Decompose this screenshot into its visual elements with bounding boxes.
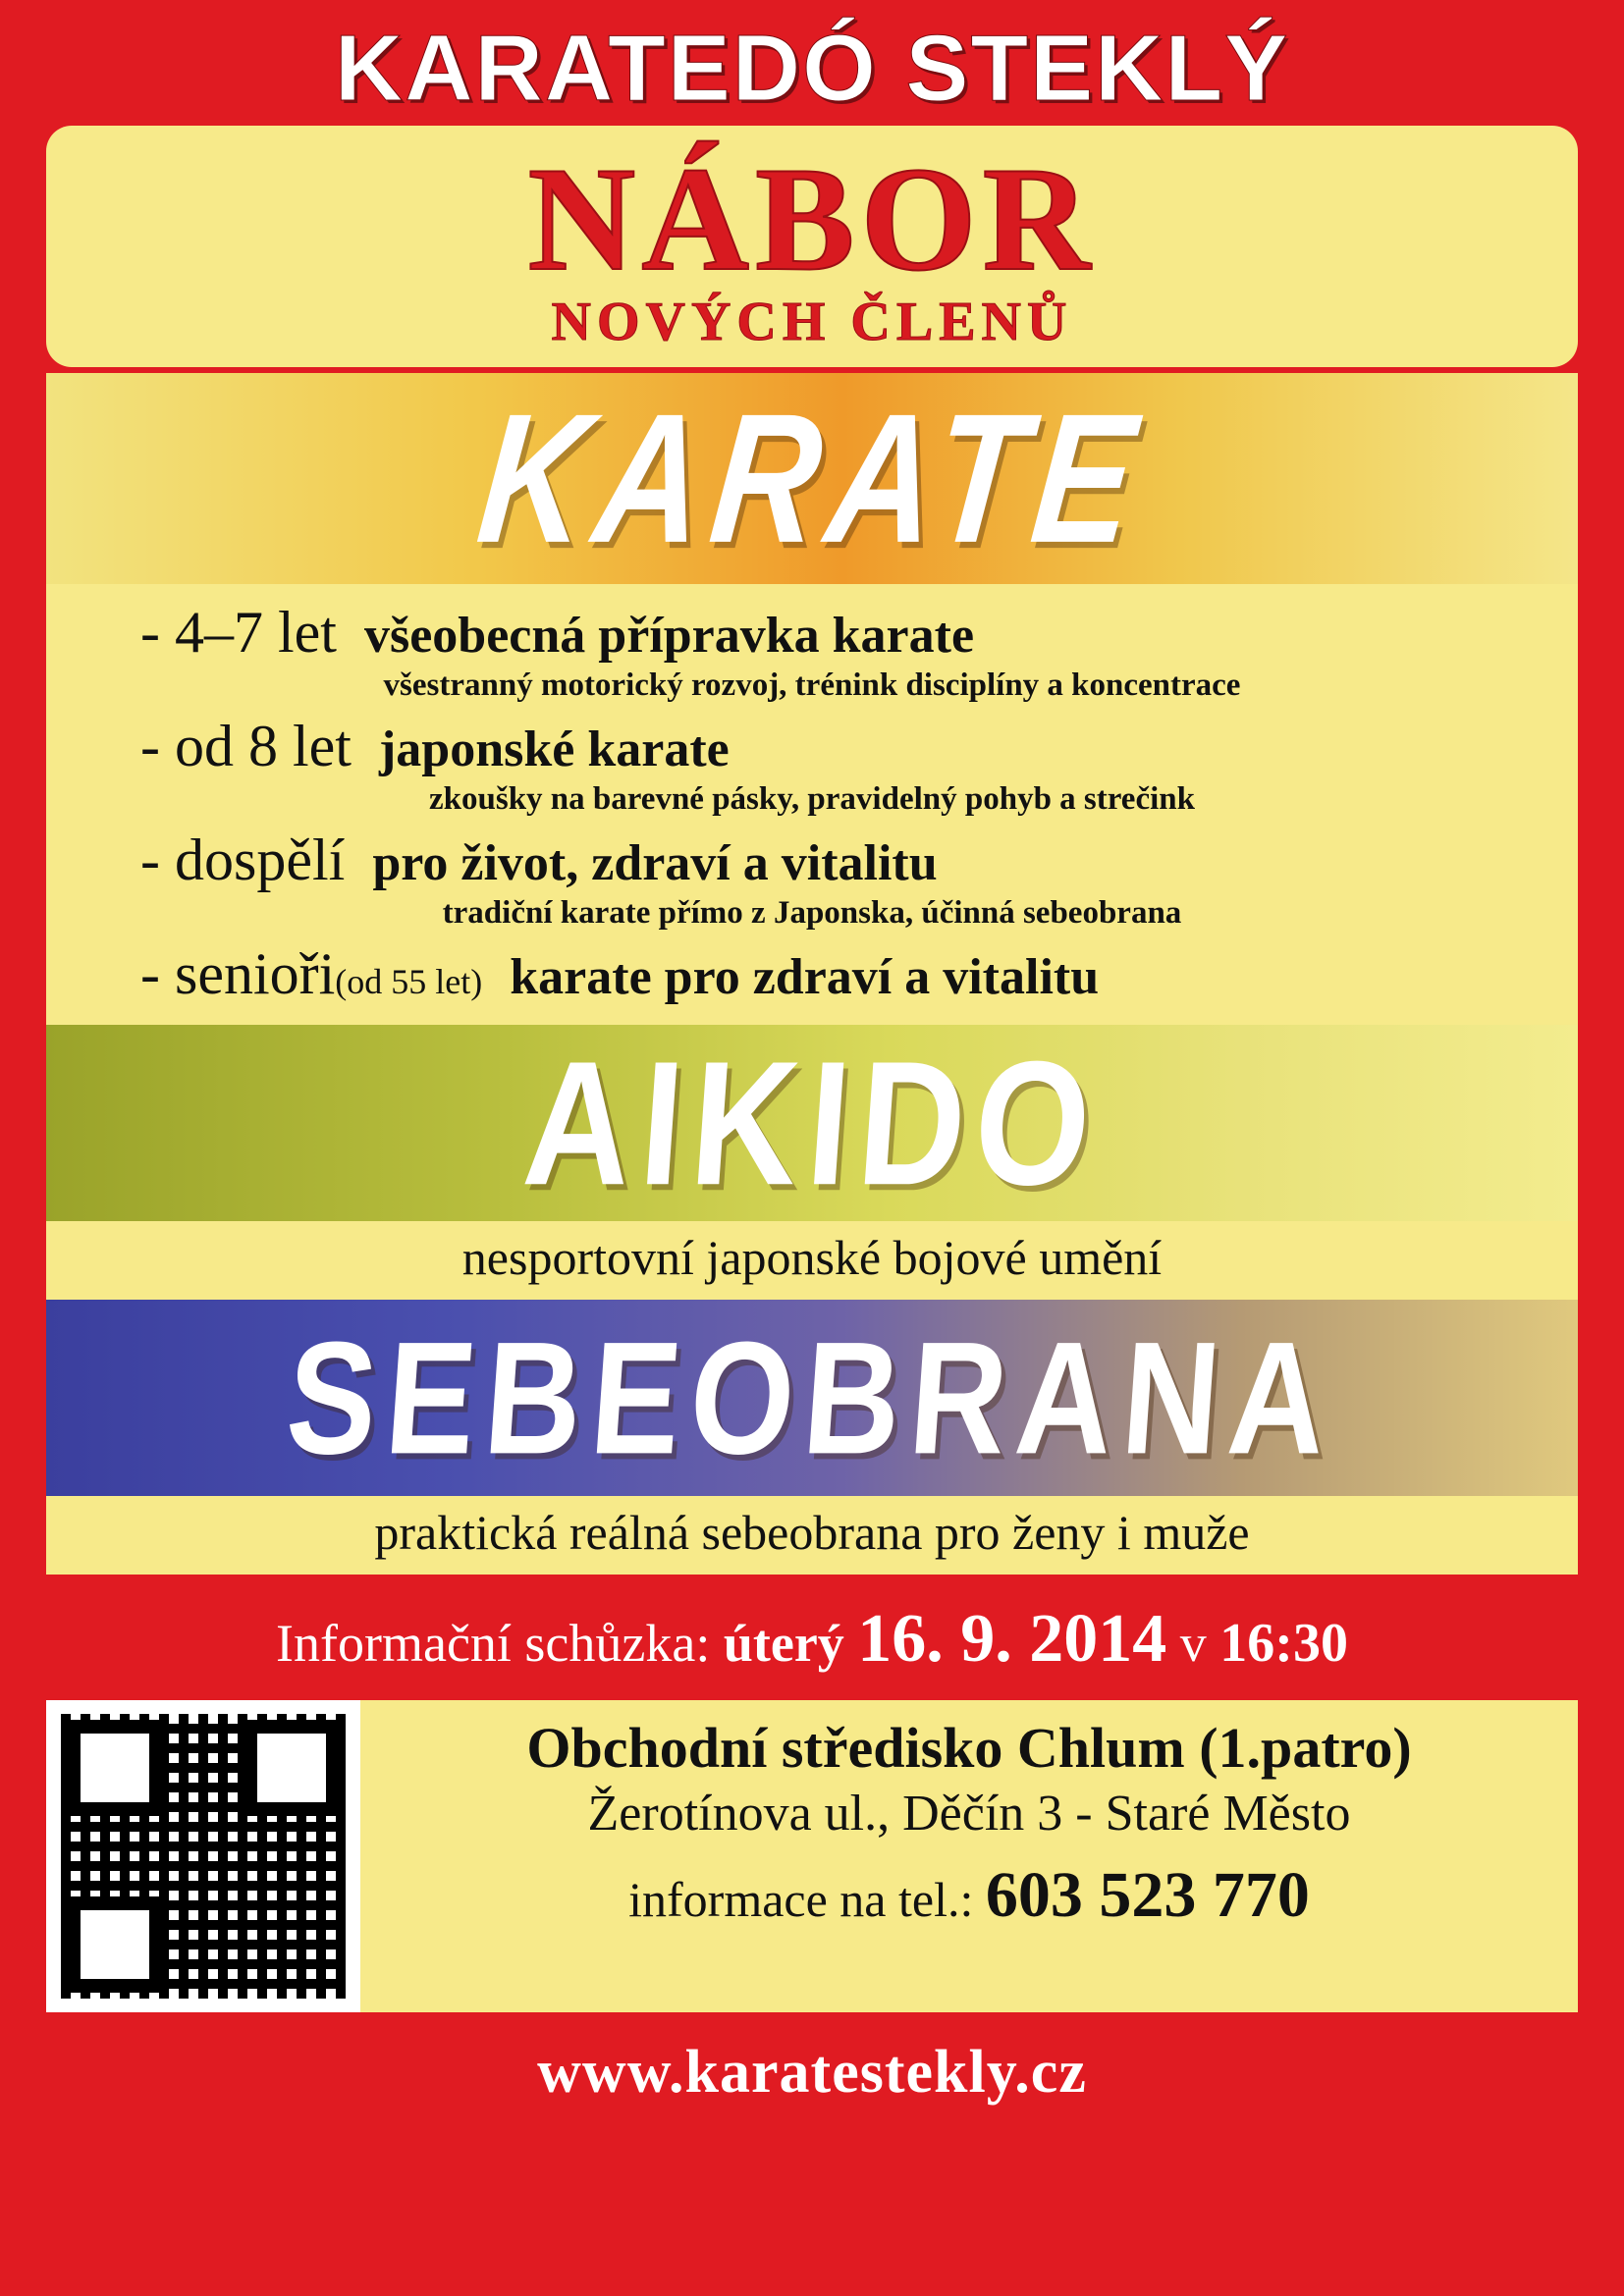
meeting-label: Informační schůzka: [276, 1614, 711, 1674]
sebeobrana-band [46, 1300, 1578, 1496]
program-note: všestranný motorický rozvoj, trénink disciplíny a koncentrace [383, 667, 1241, 703]
program-age: - 4–7 let [140, 599, 337, 665]
page-title: KARATEDÓ STEKLÝ [334, 16, 1290, 121]
meeting-info [0, 1575, 1624, 1700]
headline-main: NÁBOR [527, 136, 1097, 301]
aikido-band [46, 1025, 1578, 1221]
program-desc: pro život, zdraví a vitalitu [372, 834, 938, 891]
qr-code-icon [46, 1700, 360, 2012]
list-item [46, 941, 1578, 1007]
aikido-band-word: AIKIDO [517, 1023, 1107, 1222]
address-panel [360, 1700, 1578, 2012]
meeting-at: v [1179, 1614, 1207, 1674]
phone-label: informace na tel.: [628, 1872, 974, 1928]
headline-sub: NOVÝCH ČLENŮ [551, 291, 1073, 352]
sebeobrana-band-word: SEBEOBRANA [282, 1308, 1342, 1488]
program-age: - dospělí [140, 827, 346, 892]
program-note: zkoušky na barevné pásky, pravidelný pohyb a strečink [429, 780, 1195, 817]
meeting-time: 16:30 [1219, 1613, 1348, 1675]
list-item [46, 714, 1578, 779]
aikido-caption: nesportovní japonské bojové umění [46, 1221, 1578, 1300]
list-item [46, 600, 1578, 666]
phone-number: 603 523 770 [985, 1859, 1310, 1932]
address-line-1: Obchodní středisko Chlum (1.patro) [526, 1716, 1412, 1781]
contact-block [46, 1700, 1578, 2012]
program-desc: všeobecná přípravka karate [363, 607, 975, 664]
program-desc: karate pro zdraví a vitalitu [510, 949, 1100, 1006]
website-link[interactable]: www.karatestekly.cz [537, 2039, 1087, 2107]
phone-row [380, 1858, 1558, 1933]
meeting-date: 16. 9. 2014 [857, 1601, 1167, 1678]
karate-band [46, 373, 1578, 584]
program-age-detail: (od 55 let) [335, 962, 483, 1002]
meeting-day: úterý [723, 1614, 844, 1674]
sebeobrana-caption: praktická reálná sebeobrana pro ženy i muže [46, 1496, 1578, 1575]
address-line-2: Žerotínova ul., Děčín 3 - Staré Město [587, 1786, 1351, 1842]
program-age: - senioři [140, 941, 336, 1007]
headline-panel [46, 126, 1578, 367]
program-list [46, 584, 1578, 1026]
program-age: - od 8 let [140, 713, 352, 778]
qr-code-graphic [61, 1714, 346, 1999]
list-item [46, 828, 1578, 893]
karate-band-word: KARATE [470, 374, 1155, 581]
program-desc: japonské karate [378, 721, 730, 777]
program-note: tradiční karate přímo z Japonska, účinná sebeobrana [442, 895, 1182, 932]
